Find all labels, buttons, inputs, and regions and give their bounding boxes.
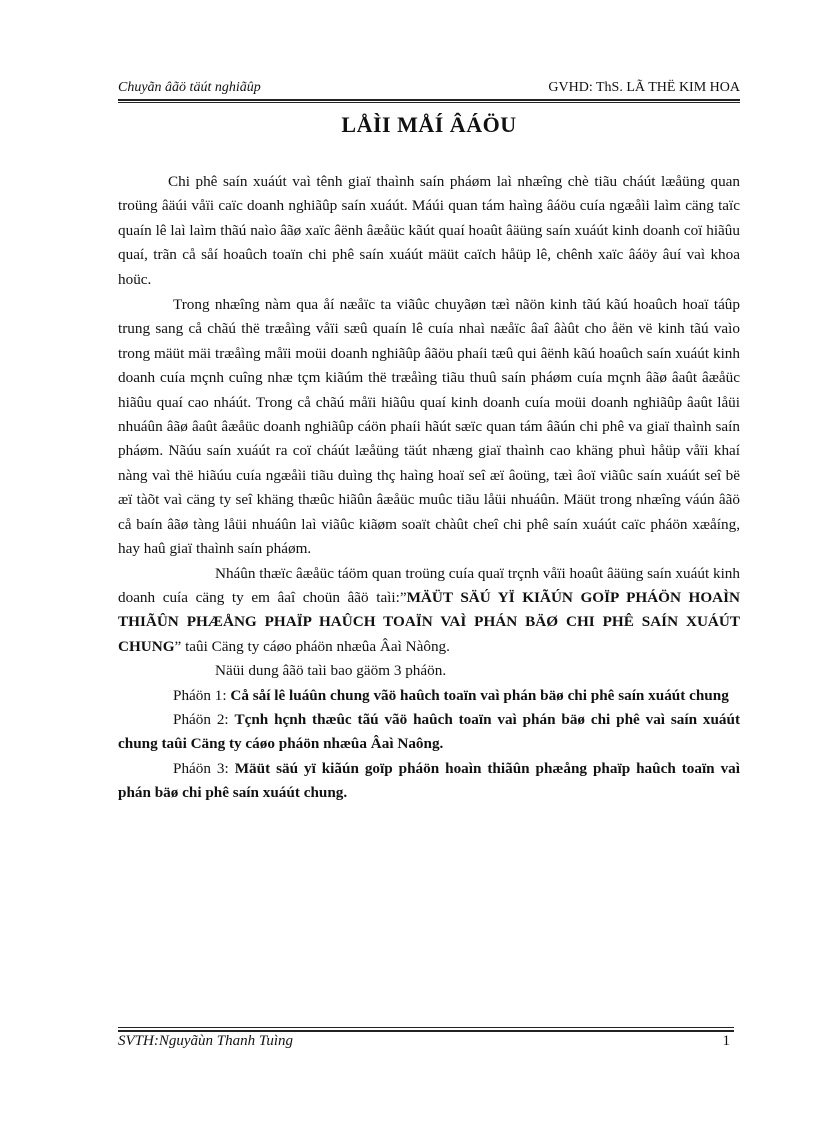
footer-student: SVTH:Nguyãùn Thanh Tuìng xyxy=(118,1033,294,1049)
part-2-text: Tçnh hçnh thæûc tãú vãö haûch toaïn vaì phán bäø chi phê vaì saín xuáút chung taûi Cäng ty cáøo pháön nhæûa Âaì Naông. xyxy=(118,710,740,753)
paragraph-3-tail: ” taûi Cäng ty cáøo pháön nhæûa Âaì Nàông. xyxy=(174,637,450,655)
document-body xyxy=(118,170,740,806)
paragraph-3-text: Nháûn thæïc âæåüc táöm quan troüng cuía quaï trçnh våïi hoaût âäüng saín xuáút kinh doanh cuía cäng ty em âaî choün âãö taìi:” xyxy=(118,564,740,606)
paragraph-2: Trong nhæîng nàm qua åí næåïc ta viãûc chuyãøn tæì nãön kinh tãú kãú hoaûch hoaï táûp trung sang cå chãú thë træåìng våïi sæû quaín lê cuía nhaì næåïc âaî âàût cho åën vë kinh tãú vaìo trong mäüt mäi træåìng måïi moüi doanh nghiãûp âãöu phaíi tæû qui âënh kãú hoaûch saín xuáút kinh doanh cuía mçnh cuîng nhæ tçm kiãúm thë træåìng tiãu thuû saín pháøm cuía mçnh âãø âaût âæåüc hiãûu quaí cao nháút. Trong cå chãú måïi hiãûu quaí kinh doanh cuía moüi doanh nghiãûp âaût låüi nhuáûn âãø âaût âæåüc doanh nghiãûp cáön phaíi hãút sæïc quan tám âãún chi phê va giaï thaình saín pháøm. Nãúu saín xuáút ra coï cháút læåüng täút nhæng giaï thaình cao khäng phuì håüp våïi khaí nàng vaì thë hiãúu cuía ngæåìi tiãu duìng thç haìng hoaï seî æï âoüng, tæì âoï viãûc saín xuáút seî bë æï tàõt vaì cäng ty seî khäng thæûc hiãûn âæåüc muûc tiãu låüi nhuáûn. Mäüt trong nhæîng váún âãö cå baín âãø tàng låüi nhuáûn laì viãûc kiãøm soaït chàût cheî chi phê saín xuáút caïc pháön xæåíng, hay haû giaï thaình saín pháøm. xyxy=(118,296,740,558)
part-3-text: Mäüt säú yï kiãún goïp pháön hoaìn thiãûn phæång phaïp haûch toaïn vaì phán bäø chi phê saín xuáút chung. xyxy=(118,759,740,802)
part-3 xyxy=(118,757,740,806)
part-3-label: Pháön 3: xyxy=(173,759,229,777)
part-1 xyxy=(118,684,740,708)
page-number: 1 xyxy=(722,1033,730,1049)
page-header xyxy=(118,80,740,100)
header-advisor: GVHD: ThS. LÃ THË KIM HOA xyxy=(548,80,740,95)
page-footer xyxy=(118,1033,734,1053)
part-1-label: Pháön 1: xyxy=(173,686,227,704)
footer-divider xyxy=(118,1027,734,1032)
header-topic: Chuyãn âãö täút nghiãûp xyxy=(118,80,261,95)
header-divider xyxy=(118,99,740,103)
part-2-label: Pháön 2: xyxy=(173,710,229,728)
paragraph-4: Näüi dung âãö taìi bao gäöm 3 pháön. xyxy=(215,662,447,680)
thesis-topic-title: MÄÜT SÄÚ YÏ KIÃÚN GOÏP PHÁÖN HOAÌN THIÃÛN PHÆÅNG PHAÏP HAÛCH TOAÏN VAÌ PHÁN BÄØ CHI PHÊ SAÍN XUÁÚT CHUNG xyxy=(118,588,740,655)
part-2 xyxy=(118,708,740,757)
paragraph-3 xyxy=(118,562,740,660)
paragraph-1: Chi phê saín xuáút vaì tênh giaï thaình saín pháøm laì nhæîng chè tiãu cháút læåüng quan troüng âäúi våïi caïc doanh nghiãûp saín xuáút. Máúi quan tám haìng âáöu cuía ngæåìi laìm cäng taïc quaín lê laì laìm thãú naìo âãø xaïc âënh âæåüc kãút quaí hoaût âäüng saín xuáút kinh doanh coï hiãûu quaí, trãn cå såí hoaûch toaïn chi phê saín xuáút mäüt caïch håüp lê, chênh xaïc âáöy âuí vaì khoa hoüc. xyxy=(118,173,740,288)
part-1-text: Cå såí lê luáûn chung vãö haûch toaïn vaì phán bäø chi phê saín xuáút chung xyxy=(230,686,729,704)
page-title: LÅÌI MÅÍ ÂÁÖU xyxy=(341,112,517,137)
